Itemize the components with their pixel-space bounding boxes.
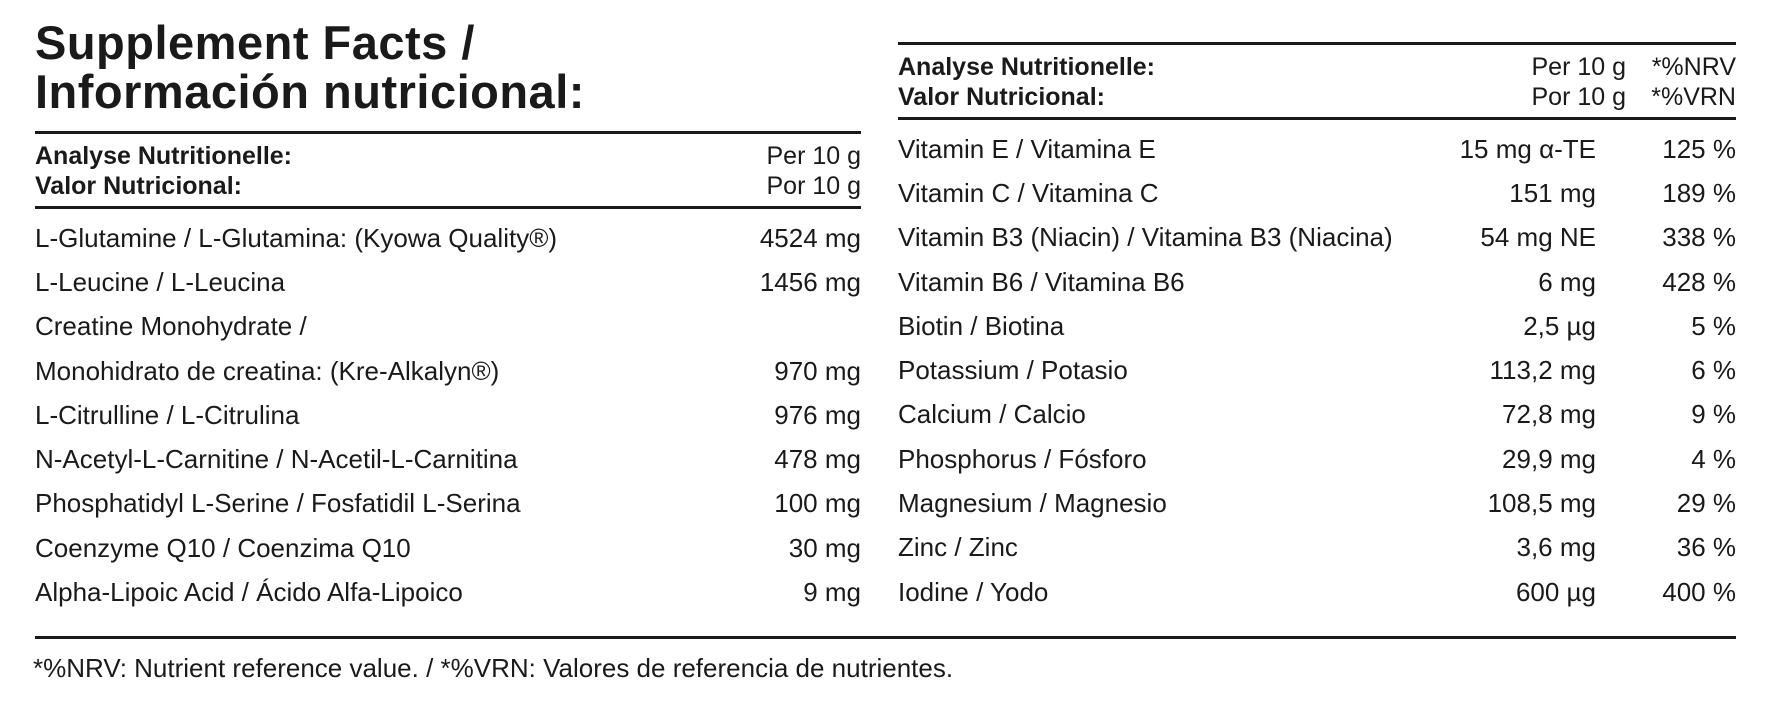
table-row bbox=[35, 393, 861, 437]
row-nrv-percent: 125 % bbox=[1662, 133, 1736, 164]
table-row bbox=[35, 526, 861, 570]
row-name: Iodine / Yodo bbox=[898, 576, 1049, 607]
table-row bbox=[35, 570, 861, 614]
row-name: Phosphatidyl L-Serine / Fosfatidil L-Serina bbox=[35, 488, 521, 519]
row-name: Vitamin C / Vitamina C bbox=[898, 177, 1159, 208]
header-nrv bbox=[1626, 52, 1736, 112]
row-nrv-percent: 4 % bbox=[1691, 443, 1736, 474]
table-body bbox=[35, 209, 861, 615]
table-row bbox=[898, 304, 1736, 348]
header-labels bbox=[898, 52, 1155, 112]
row-amount: 29,9 mg bbox=[1502, 443, 1596, 474]
row-name: L-Leucine / L-Leucina bbox=[35, 266, 286, 297]
header-value-columns bbox=[1531, 52, 1736, 112]
row-name: N-Acetyl-L-Carnitine / N-Acetil-L-Carnitina bbox=[35, 444, 518, 475]
table-header bbox=[898, 45, 1736, 120]
row-nrv-percent: 5 % bbox=[1691, 310, 1736, 341]
row-nrv-percent: 9 % bbox=[1691, 399, 1736, 430]
bottom-rule bbox=[35, 636, 1736, 639]
title-line-2: Información nutricional: bbox=[35, 65, 585, 118]
row-amount: 3,6 mg bbox=[1516, 532, 1596, 563]
table-row bbox=[898, 216, 1736, 260]
header-per-es: Por 10 g bbox=[1531, 83, 1626, 111]
row-nrv-percent: 400 % bbox=[1662, 576, 1736, 607]
table-row bbox=[35, 437, 861, 481]
table-row bbox=[898, 393, 1736, 437]
row-name: Alpha-Lipoic Acid / Ácido Alfa-Lipoico bbox=[35, 577, 463, 608]
table-body bbox=[898, 120, 1736, 614]
row-name: L-Glutamine / L-Glutamina: (Kyowa Quality®) bbox=[35, 222, 558, 253]
row-name: Vitamin B3 (Niacin) / Vitamina B3 (Niacina) bbox=[898, 222, 1393, 253]
table-row bbox=[35, 216, 861, 260]
row-amount: 9 mg bbox=[803, 577, 861, 608]
row-name: Biotin / Biotina bbox=[898, 310, 1065, 341]
row-amount: 4524 mg bbox=[759, 222, 861, 253]
header-per-en: Per 10 g bbox=[1531, 53, 1626, 81]
row-amount: 970 mg bbox=[774, 355, 861, 386]
row-amount: 976 mg bbox=[774, 399, 861, 430]
supplement-table bbox=[35, 131, 861, 615]
row-amount: 600 µg bbox=[1515, 576, 1596, 607]
row-name: L-Citrulline / L-Citrulina bbox=[35, 399, 300, 430]
row-amount: 54 mg NE bbox=[1480, 222, 1596, 253]
row-amount: 108,5 mg bbox=[1487, 488, 1596, 519]
row-amount: 72,8 mg bbox=[1502, 399, 1596, 430]
header-per-en: Per 10 g bbox=[766, 142, 861, 170]
row-name: Creatine Monohydrate / bbox=[35, 311, 307, 342]
row-name: Coenzyme Q10 / Coenzima Q10 bbox=[35, 532, 411, 563]
header-per-serving bbox=[766, 141, 861, 201]
table-row bbox=[898, 260, 1736, 304]
row-amount: 151 mg bbox=[1509, 177, 1596, 208]
row-name: Monohidrato de creatina: (Kre-Alkalyn®) bbox=[35, 355, 500, 386]
table-row bbox=[898, 481, 1736, 525]
row-amount: 100 mg bbox=[774, 488, 861, 519]
row-amount: 30 mg bbox=[788, 532, 861, 563]
row-amount: 2,5 µg bbox=[1523, 310, 1596, 341]
table-row bbox=[898, 127, 1736, 171]
table-header bbox=[35, 134, 861, 209]
row-name: Calcium / Calcio bbox=[898, 399, 1086, 430]
table-row bbox=[35, 482, 861, 526]
header-per-serving bbox=[1531, 52, 1626, 112]
row-amount: 113,2 mg bbox=[1489, 355, 1596, 386]
page-title bbox=[35, 18, 585, 116]
header-label-fr: Analyse Nutritionelle: bbox=[35, 142, 292, 170]
header-label-fr: Analyse Nutritionelle: bbox=[898, 53, 1155, 81]
footnote: *%NRV: Nutrient reference value. / *%VRN: Valores de referencia de nutrientes. bbox=[33, 653, 954, 683]
row-name: Phosphorus / Fósforo bbox=[898, 443, 1147, 474]
nutrient-table bbox=[898, 42, 1736, 614]
table-row bbox=[35, 349, 861, 393]
row-name: Potassium / Potasio bbox=[898, 355, 1128, 386]
row-name: Magnesium / Magnesio bbox=[898, 488, 1167, 519]
row-name: Vitamin E / Vitamina E bbox=[898, 133, 1156, 164]
table-row bbox=[898, 348, 1736, 392]
header-label-es: Valor Nutricional: bbox=[35, 172, 242, 200]
row-amount: 6 mg bbox=[1538, 266, 1596, 297]
table-row bbox=[35, 260, 861, 304]
header-nrv-en: *%NRV bbox=[1651, 53, 1736, 81]
row-nrv-percent: 428 % bbox=[1662, 266, 1736, 297]
row-name: Vitamin B6 / Vitamina B6 bbox=[898, 266, 1185, 297]
row-nrv-percent: 29 % bbox=[1676, 488, 1736, 519]
row-nrv-percent: 36 % bbox=[1676, 532, 1736, 563]
title-line-1: Supplement Facts / bbox=[35, 16, 475, 69]
table-row bbox=[898, 171, 1736, 215]
row-amount: 1456 mg bbox=[759, 266, 861, 297]
header-label-es: Valor Nutricional: bbox=[898, 83, 1105, 111]
row-amount: 15 mg α-TE bbox=[1459, 133, 1596, 164]
table-row bbox=[35, 305, 861, 349]
table-row bbox=[898, 526, 1736, 570]
header-labels bbox=[35, 141, 292, 201]
table-row bbox=[898, 570, 1736, 614]
header-nrv-es: *%VRN bbox=[1651, 83, 1736, 111]
row-nrv-percent: 338 % bbox=[1662, 222, 1736, 253]
row-name: Zinc / Zinc bbox=[898, 532, 1018, 563]
row-amount: 478 mg bbox=[774, 444, 861, 475]
row-nrv-percent: 6 % bbox=[1691, 355, 1736, 386]
table-row bbox=[898, 437, 1736, 481]
row-nrv-percent: 189 % bbox=[1662, 177, 1736, 208]
header-per-es: Por 10 g bbox=[766, 172, 861, 200]
